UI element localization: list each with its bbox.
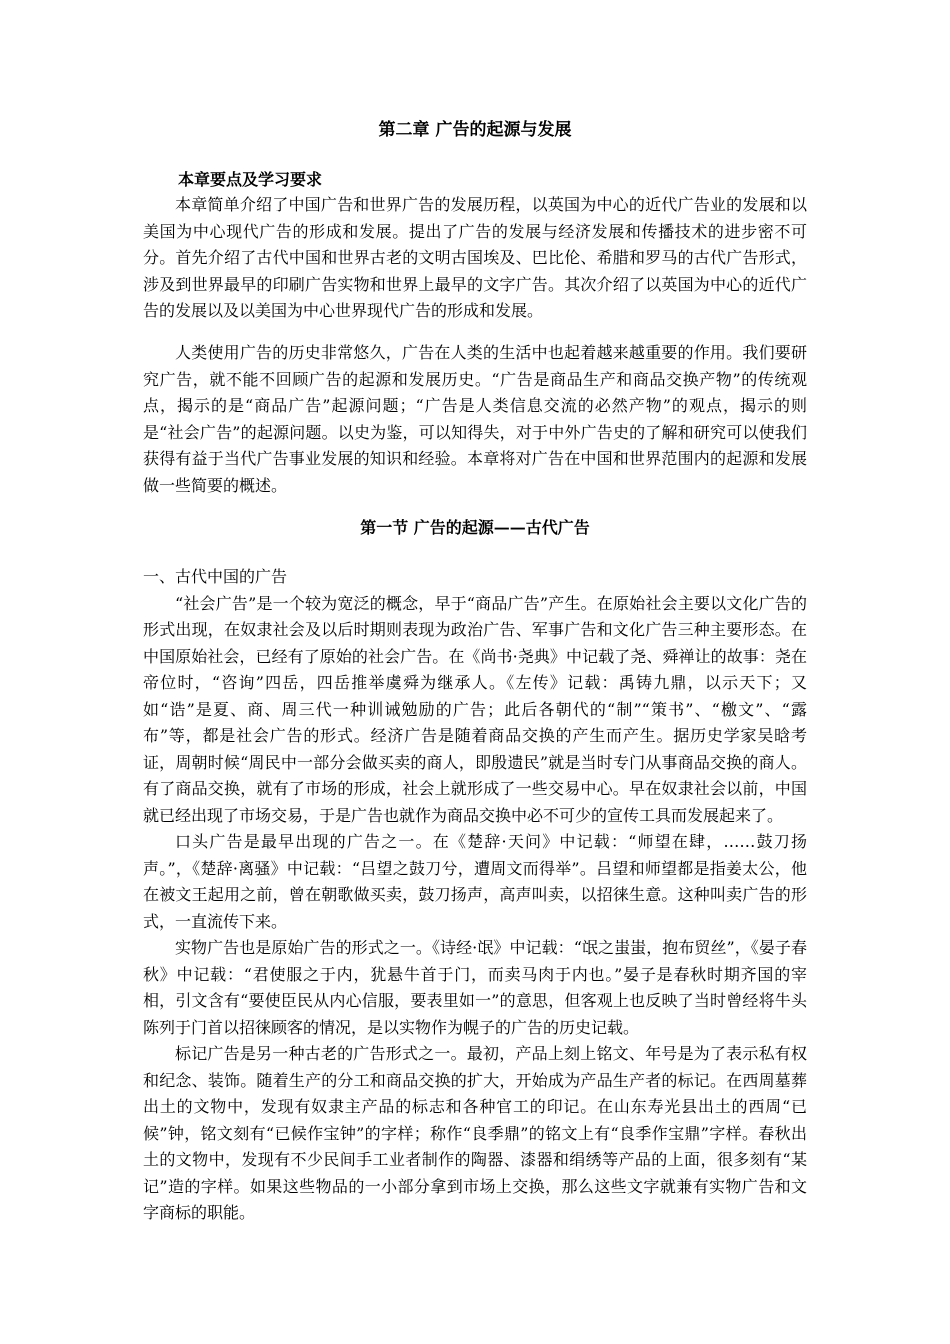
paragraph-social-advertising: “社会广告”是一个较为宽泛的概念，早于“商品广告”产生。在原始社会主要以文化广告的形式出现，在奴隶社会及以后时期则表现为政治广告、军事广告和文化广告三种主要形态。在中国原始社会，已经有了原始的社会广告。在《尚书·尧典》中记载了尧、舜禅让的故事：尧在帝位时，“咨询”四岳，四岳推举虞舜为继承人。《左传》记载：禹铸九鼎，以示天下；又如“诰”是夏、商、周三代一种训诫勉励的广告；此后各朝代的“制”“策书”、“檄文”、“露布”等，都是社会广告的形式。经济广告是随着商品交换的产生而产生。据历史学家吴晗考证，周朝时候“周民中一部分会做买卖的商人，即殷遗民”就是当时专门从事商品交换的商人。有了商品交换，就有了市场的形成，社会上就形成了一些交易中心。早在奴隶社会以前，中国就已经出现了市场交易，于是广告也就作为商品交换中必不可少的宣传工具而发展起来了。 (143, 593, 807, 825)
chapter-title: 第二章 广告的起源与发展 (378, 120, 572, 140)
section-title: 第一节 广告的起源——古代广告 (360, 518, 590, 537)
section-body (143, 564, 807, 1227)
overview-paragraph: 人类使用广告的历史非常悠久，广告在人类的生活中也起着越来越重要的作用。我们要研究广告，就不能不回顾广告的起源和发展历史。“广告是商品生产和商品交换产物”的传统观点，揭示的是“商品广告”起源问题；“广告是人类信息交流的必然产物”的观点，揭示的则是“社会广告”的起源问题。以史为鉴，可以知得失，对于中外广告史的了解和研究可以使我们获得有益于当代广告事业发展的知识和经验。本章将对广告在中国和世界范围内的起源和发展做一些简要的概述。 (143, 343, 807, 495)
intro-paragraph: 本章简单介绍了中国广告和世界广告的发展历程，以英国为中心的近代广告业的发展和以美国为中心现代广告的形成和发展。提出了广告的发展与经济发展和传播技术的进步密不可分。首先介绍了古代中国和世界古老的文明古国埃及、巴比伦、希腊和罗马的古代广告形式，涉及到世界最早的印刷广告实物和世界上最早的文字广告。其次介绍了以英国为中心的近代广告的发展以及以美国为中心世界现代广告的形成和发展。 (143, 195, 807, 320)
key-points-heading: 本章要点及学习要求 (178, 170, 323, 189)
paragraph-mark-advertising: 标记广告是另一种古老的广告形式之一。最初，产品上刻上铭文、年号是为了表示私有权和纪念、装饰。随着生产的分工和商品交换的扩大，开始成为产品生产者的标记。在西周墓葬出土的文物中，发现有奴隶主产品的标志和各种官工的印记。在山东寿光县出土的西周“已候”钟，铭文刻有“已候作宝钟”的字样；称作“良季鼎”的铭文上有“良季作宝鼎”字样。春秋出土的文物中，发现有不少民间手工业者制作的陶器、漆器和绢绣等产品的上面，很多刻有“某记”造的字样。如果这些物品的一小部分拿到市场上交换，那么这些文字就兼有实物广告和文字商标的职能。 (143, 1044, 807, 1222)
paragraph-oral-advertising: 口头广告是最早出现的广告之一。在《楚辞·天问》中记载：“师望在肆，……鼓刀扬声。”，《楚辞·离骚》中记载：“吕望之鼓刀兮，遭周文而得举”。吕望和师望都是指姜太公，他在被文王起用之前，曾在朝歌做买卖，鼓刀扬声，高声叫卖，以招徕生意。这种叫卖广告的形式，一直流传下来。 (143, 832, 807, 931)
paragraph-object-advertising: 实物广告也是原始广告的形式之一。《诗经·氓》中记载：“氓之蚩蚩，抱布贸丝”，《晏子春秋》中记载：“君使服之于内，犹悬牛首于门，而卖马肉于内也。”晏子是春秋时期齐国的宰相，引文含有“要使臣民从内心信服，要表里如一”的意思，但客观上也反映了当时曾经将牛头陈列于门首以招徕顾客的情况，是以实物作为幌子的广告的历史记载。 (143, 938, 807, 1037)
subsection-heading: 一、古代中国的广告 (143, 567, 288, 586)
